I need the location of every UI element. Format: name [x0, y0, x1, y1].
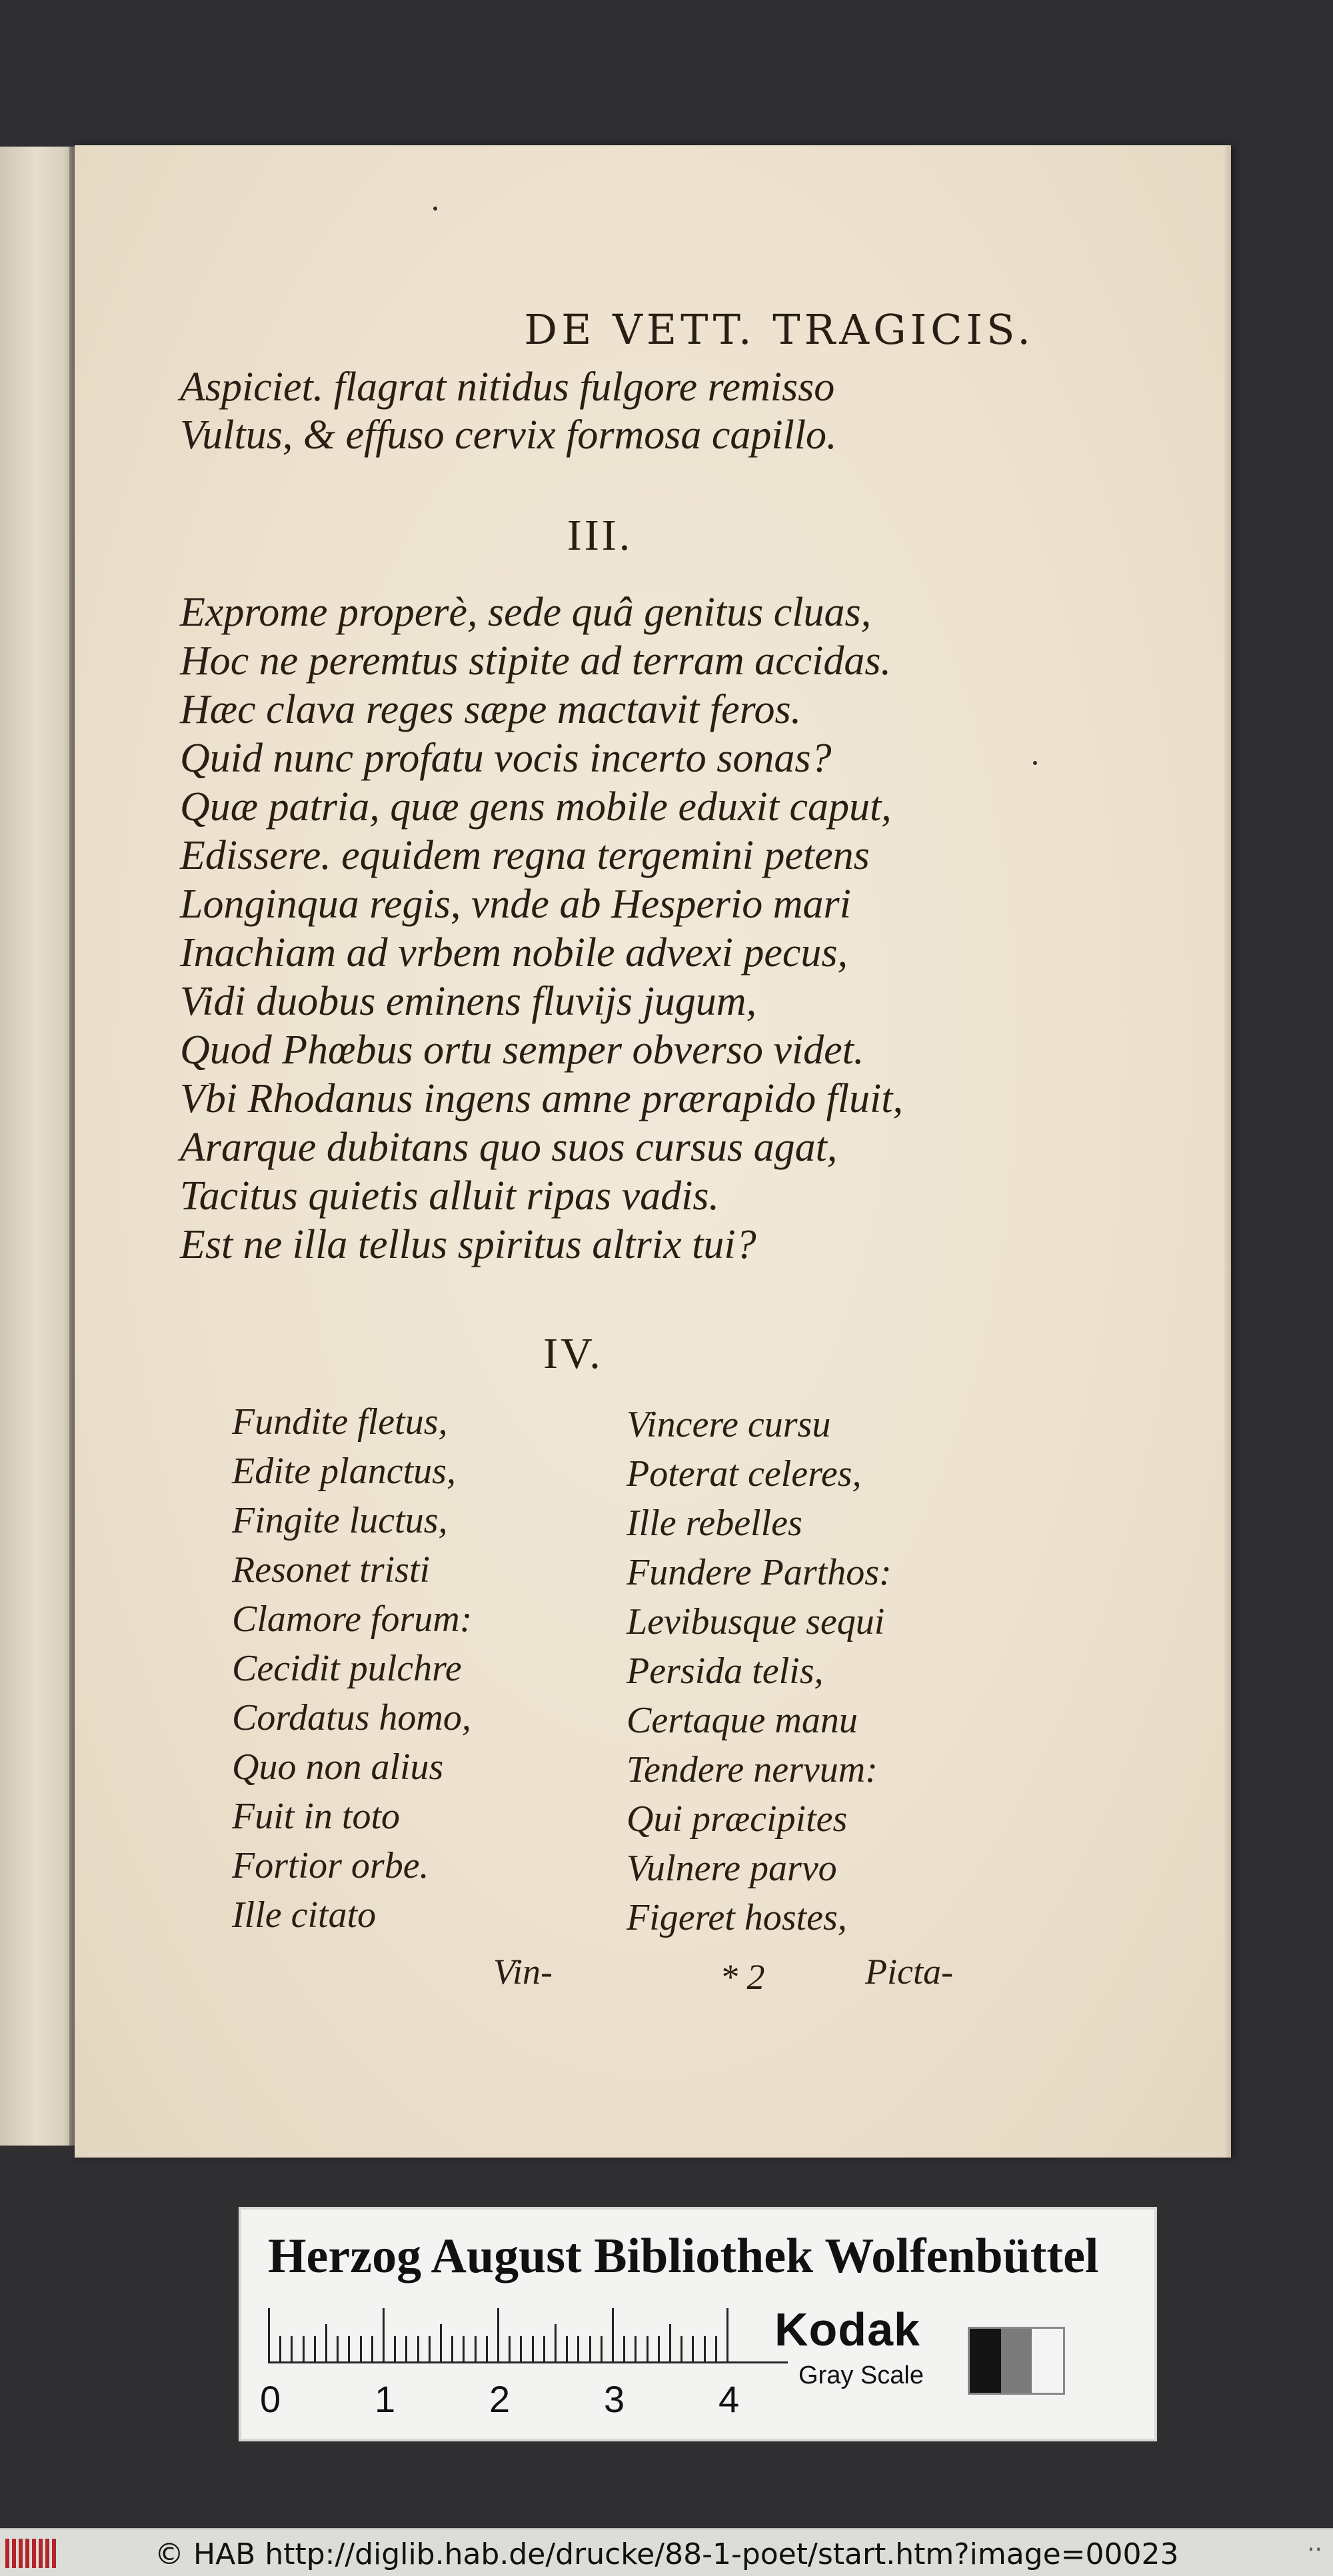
ruler-tick [726, 2308, 728, 2361]
ruler-tick [520, 2336, 522, 2361]
ruler-tick [486, 2336, 488, 2361]
column-line: Vincere cursu [627, 1404, 831, 1445]
ruler-tick [601, 2336, 603, 2361]
column-line: Ille rebelles [627, 1503, 802, 1544]
column-line: Clamore forum: [232, 1599, 473, 1640]
scale-number: 3 [604, 2378, 625, 2420]
gray-patch [970, 2329, 1001, 2393]
verse-line: Quod Phœbus ortu semper obverso videt. [180, 1027, 864, 1073]
column-line: Levibusque sequi [627, 1601, 885, 1642]
ruler-tick [509, 2336, 511, 2361]
ruler-tick [577, 2336, 579, 2361]
ruler-tick [451, 2336, 453, 2361]
ruler-tick [325, 2324, 327, 2361]
ruler-tick [371, 2336, 373, 2361]
column-line: Edite planctus, [232, 1451, 456, 1492]
column-line: Quo non alius [232, 1746, 444, 1788]
ruler-tick [405, 2336, 407, 2361]
ruler-tick [612, 2308, 614, 2361]
column-line: Persida telis, [627, 1650, 824, 1692]
verse-line: Exprome properè, sede quâ genitus cluas, [180, 590, 872, 635]
verse-line: Vidi duobus eminens fluvijs jugum, [180, 979, 757, 1024]
verse-line: Edissere. equidem regna tergemini petens [180, 833, 870, 878]
ruler-tick [291, 2336, 293, 2361]
color-target-card [239, 2207, 1157, 2441]
ruler-tick [279, 2336, 281, 2361]
ruler-tick [429, 2336, 431, 2361]
kodak-logo: Kodak [774, 2303, 920, 2355]
verse-line: Est ne illa tellus spiritus altrix tui? [180, 1222, 756, 1267]
verse-line: Inachiam ad vrbem nobile advexi pecus, [180, 930, 848, 975]
ruler-tick [497, 2308, 499, 2361]
previous-page-edge [0, 147, 80, 2146]
ruler-tick [692, 2336, 694, 2361]
ruler-tick [680, 2336, 682, 2361]
column-line: Figeret hostes, [627, 1897, 847, 1938]
column-line: Ille citato [232, 1894, 377, 1936]
ruler-tick [475, 2336, 477, 2361]
column-line: Poterat celeres, [627, 1453, 862, 1495]
column-line: Resonet tristi [232, 1549, 431, 1591]
column-line: Fundite fletus, [232, 1401, 448, 1443]
ruler-tick [417, 2336, 419, 2361]
hab-logo-icon [5, 2539, 56, 2568]
column-line: Fortior orbe. [232, 1845, 429, 1886]
catchword-right: Picta- [865, 1952, 953, 1992]
ruler-tick [635, 2336, 637, 2361]
ruler-tick [463, 2336, 465, 2361]
ruler-tick [268, 2308, 270, 2361]
verse-line: Hoc ne peremtus stipite ad terram accidas. [180, 638, 892, 684]
column-line: Qui præcipites [627, 1798, 848, 1840]
column-line: Fuit in toto [232, 1796, 400, 1837]
section-number-iii: III. [567, 511, 633, 560]
verse-line: Hæc clava reges sæpe mactavit feros. [180, 687, 802, 732]
ruler-tick [337, 2336, 339, 2361]
catchword-left: Vin- [493, 1952, 553, 1992]
ruler-tick [360, 2336, 362, 2361]
ruler-tick [669, 2324, 671, 2361]
ruler-tick [394, 2336, 396, 2361]
ruler-tick [440, 2324, 442, 2361]
verse-line: Quid nunc profatu vocis incerto sonas? [180, 736, 832, 781]
ruler-tick [647, 2336, 649, 2361]
scale-number: 0 [260, 2378, 281, 2420]
ruler-tick [303, 2336, 305, 2361]
book-page [75, 145, 1231, 2158]
copyright-url[interactable]: © HAB http://diglib.hab.de/drucke/88-1-poet/start.htm?image=00023 [155, 2537, 1179, 2571]
gray-patches [968, 2327, 1065, 2395]
page-edge [1224, 145, 1231, 2158]
scale-number: 2 [489, 2378, 511, 2420]
verse-line: Tacitus quietis alluit ripas vadis. [180, 1173, 719, 1219]
ruler-tick [623, 2336, 625, 2361]
column-line: Tendere nervum: [627, 1749, 878, 1790]
ruler-tick [532, 2336, 534, 2361]
intro-line-1: Aspiciet. flagrat nitidus fulgore remisso [180, 364, 835, 410]
ruler-tick [715, 2336, 717, 2361]
gray-scale-label: Gray Scale [798, 2361, 924, 2389]
scale-number: 4 [718, 2378, 740, 2420]
intro-line-2: Vultus, & effuso cervix formosa capillo. [180, 412, 837, 458]
ruler-tick [383, 2308, 385, 2361]
gray-patch [1032, 2329, 1063, 2393]
ruler-tick [555, 2324, 557, 2361]
column-line: Vulnere parvo [627, 1848, 837, 1889]
ruler-tick [348, 2336, 350, 2361]
ruler-tick [314, 2336, 316, 2361]
ruler-tick [704, 2336, 706, 2361]
running-head: DE VETT. TRAGICIS. [524, 305, 1034, 354]
column-line: Cordatus homo, [232, 1697, 471, 1738]
scale-ruler [268, 2308, 788, 2363]
ruler-tick [589, 2336, 591, 2361]
column-line: Cecidit pulchre [232, 1648, 462, 1689]
ruler-tick [658, 2336, 660, 2361]
column-line: Certaque manu [627, 1700, 858, 1741]
signature-mark: * 2 [720, 1957, 765, 1997]
gray-patch [1001, 2329, 1032, 2393]
ruler-tick [566, 2336, 568, 2361]
status-bar [0, 2528, 1333, 2576]
ruler-tick [543, 2336, 545, 2361]
column-line: Fingite luctus, [232, 1500, 448, 1541]
column-line: Fundere Parthos: [627, 1552, 892, 1593]
library-name: Herzog August Bibliothek Wolfenbüttel [268, 2229, 1099, 2283]
section-number-iv: IV. [543, 1329, 603, 1378]
verse-line: Ararque dubitans quo suos cursus agat, [180, 1125, 838, 1170]
verse-line: Vbi Rhodanus ingens amne prærapido fluit, [180, 1076, 903, 1121]
scale-number: 1 [375, 2378, 396, 2420]
more-icon[interactable]: ·· [1307, 2536, 1322, 2563]
verse-line: Longinqua regis, vnde ab Hesperio mari [180, 882, 851, 927]
verse-line: Quæ patria, quæ gens mobile eduxit caput, [180, 784, 892, 830]
